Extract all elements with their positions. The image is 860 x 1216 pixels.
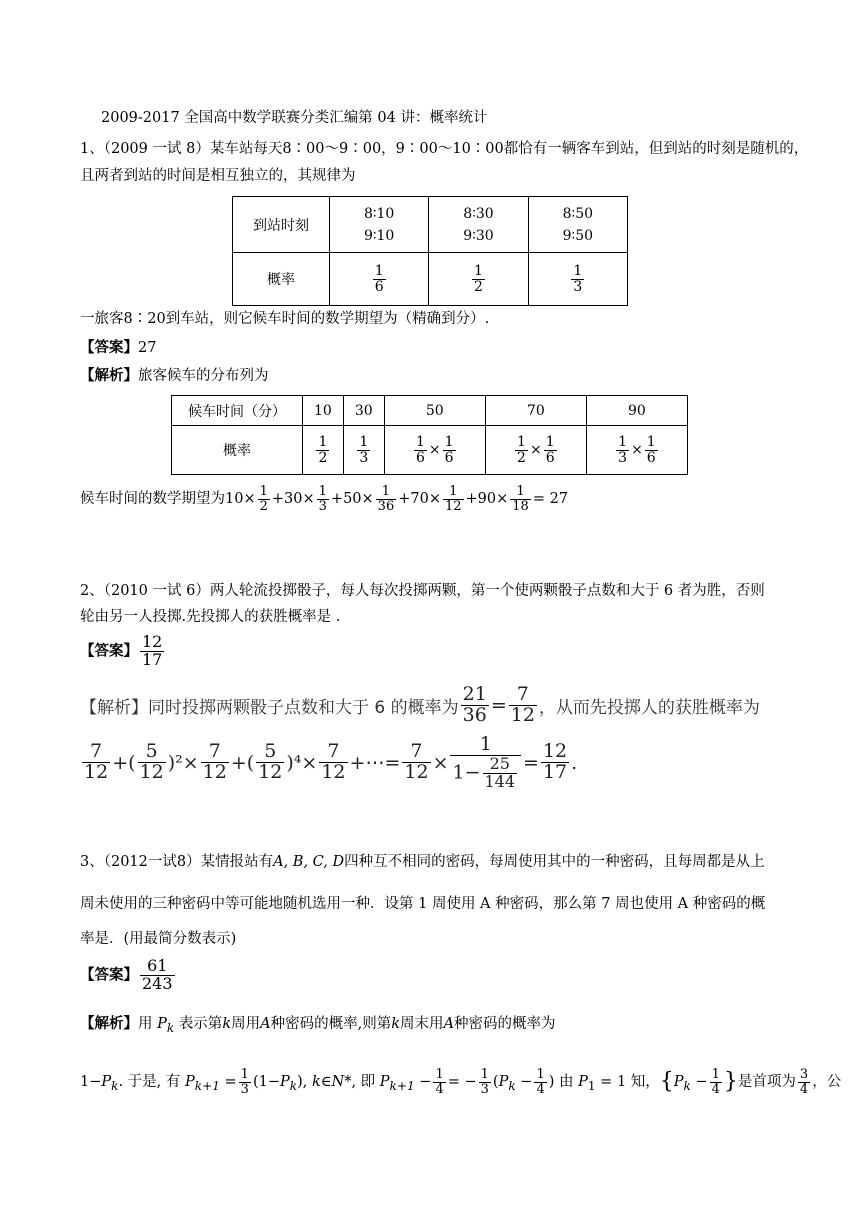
q3-analysis-line1: 【解析】用 $P_k$ 表示第k周用A种密码的概率,则第k周末用A种密码的概率为 bbox=[80, 1015, 556, 1035]
q2-analysis-line1: 【解析】同时投掷两颗骰子点数和大于 6 的概率为 $\frac{21}{36}$ = $\frac{7}{12}$ ，从而先投掷人的获胜概率为 bbox=[80, 683, 760, 726]
q2-analysis-line2: $\frac{7}{12}$ +( $\frac{5}{12}$ )²× $\frac{7}{12}$ +( $\frac{5}{12}$ )⁴× $\frac{7}{12}$ +⋯= $\frac{7}{12}$ × 1 1− $\frac{25}{144}$ = $\frac{12}{17}$ . bbox=[84, 733, 578, 791]
table-cell-time: 8∶10 9∶10 bbox=[330, 197, 429, 253]
q1-distribution-table bbox=[171, 395, 688, 475]
q1-stem-line1: 1、（2009 一试 8）某车站每天8∶00～9∶00，9∶00～10∶00都恰有一辆客车到站，但到站的时刻是随机的， bbox=[80, 141, 809, 157]
answer-value: 27 bbox=[138, 340, 157, 356]
table-header-prob: 概率 bbox=[172, 426, 303, 475]
table-cell-time: 50 bbox=[384, 396, 485, 426]
table-cell-time: 10 bbox=[303, 396, 344, 426]
q3-stem-line1: 3、（2012一试8）某情报站有A, B, C, D四种互不相同的密码，每周使用其中的一种密码，且每周都是从上 bbox=[80, 854, 765, 870]
page-title: 2009-2017 全国高中数学联赛分类汇编第 04 讲：概率统计 bbox=[101, 110, 488, 126]
q2-answer: 【答案】 $\frac{12}{17}$ bbox=[80, 632, 163, 669]
table-cell-time: 8∶50 9∶50 bbox=[528, 197, 627, 253]
table-cell-time: 70 bbox=[485, 396, 586, 426]
q1-arrival-table bbox=[232, 196, 628, 306]
q3-stem-line2: 周未使用的三种密码中等可能地随机选用一种．设第 1 周使用 A 种密码，那么第 7 周也使用 A 种密码的概 bbox=[80, 896, 766, 912]
table-cell-prob: $\frac{1}{3}$ × $\frac{1}{6}$ bbox=[586, 426, 687, 475]
analysis-label: 【解析】 bbox=[80, 367, 138, 384]
analysis-label: 【解析】 bbox=[80, 1015, 138, 1032]
q1-answer bbox=[80, 338, 156, 358]
table-cell-prob: $\frac{1}{2}$ bbox=[429, 253, 528, 306]
table-cell-time: 8∶30 9∶30 bbox=[429, 197, 528, 253]
answer-label: 【答案】 bbox=[80, 339, 138, 356]
table-cell-prob: $\frac{1}{2}$ × $\frac{1}{6}$ bbox=[485, 426, 586, 475]
table-cell-prob: $\frac{1}{3}$ bbox=[343, 426, 384, 475]
q2-stem-line2: 轮由另一人投掷.先投掷人的获胜概率是 . bbox=[80, 609, 341, 625]
table-cell-prob: $\frac{1}{6}$ × $\frac{1}{6}$ bbox=[384, 426, 485, 475]
answer-label: 【答案】 bbox=[80, 966, 138, 984]
q1-stem-line3: 一旅客8∶20到车站，则它候车时间的数学期望为（精确到分）. bbox=[80, 311, 490, 327]
q3-analysis-line2: $1-P_k$. 于是, 有 $P_{k+1}$ = $\frac{1}{3}$ $(1-P_k)$, k∈N*, 即 $P_{k+1}$ − $\frac{1}{4}$ = − $\frac{1}{3}$ ($P_k$ − $\frac{1}{4}$ ) 由 $P_1 = 1$ 知，{$P_k$ − $\frac{1}{4}$ }是首项为 $\frac{3}{4}$ ，公 bbox=[80, 1067, 842, 1097]
table-header-arrival: 到站时刻 bbox=[233, 197, 330, 253]
table-cell-prob: $\frac{1}{6}$ bbox=[330, 253, 429, 306]
q2-stem-line1: 2、（2010 一试 6）两人轮流投掷骰子，每人每次投掷两颗，第一个使两颗骰子点数和大于 6 者为胜，否则 bbox=[80, 583, 765, 599]
answer-label: 【答案】 bbox=[80, 642, 138, 660]
table-header-wait: 候车时间（分） bbox=[172, 396, 303, 426]
q1-stem-line2: 且两者到站的时间是相互独立的，其规律为 bbox=[80, 168, 356, 184]
q3-stem-line3: 率是．(用最简分数表示) bbox=[80, 931, 237, 947]
table-cell-prob: $\frac{1}{2}$ bbox=[303, 426, 344, 475]
q1-analysis-intro: 【解析】旅客候车的分布列为 bbox=[80, 367, 269, 384]
table-cell-prob: $\frac{1}{3}$ bbox=[528, 253, 627, 306]
q3-answer: 【答案】 $\frac{61}{243}$ bbox=[80, 956, 173, 993]
table-cell-time: 30 bbox=[343, 396, 384, 426]
table-header-prob: 概率 bbox=[233, 253, 330, 306]
table-cell-time: 90 bbox=[586, 396, 687, 426]
q1-expectation: 候车时间的数学期望为10× $\frac{1}{2}$ +30× $\frac{1}{3}$ +50× $\frac{1}{36}$ +70× $\frac{1}{12}$ +90× $\frac{1}{18}$ = 27 bbox=[80, 484, 569, 514]
